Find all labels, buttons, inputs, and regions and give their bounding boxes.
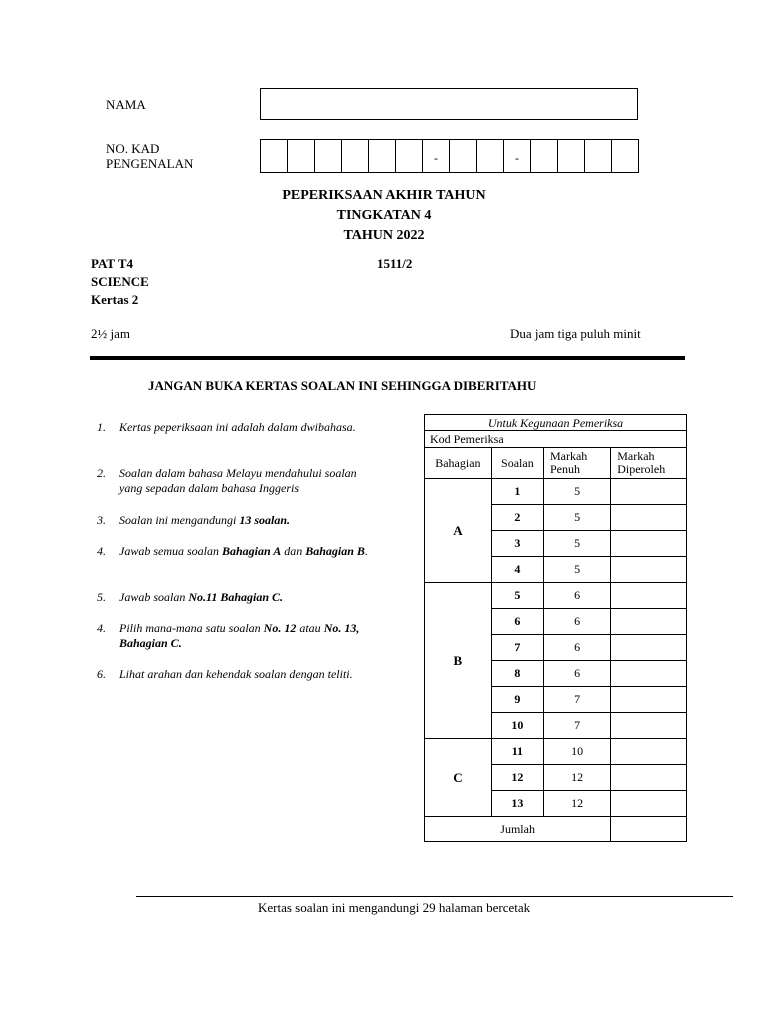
instruction-text: Pilih mana-mana satu soalan No. 12 atau No. 13, Bahagian C. [119, 621, 360, 650]
question-number: 12 [491, 765, 543, 791]
question-number: 4 [491, 557, 543, 583]
instruction-item [97, 544, 377, 559]
ic-digit-box[interactable] [315, 140, 342, 172]
question-number: 11 [491, 739, 543, 765]
instruction-number: 1. [97, 420, 106, 434]
obtained-mark-cell[interactable] [611, 531, 687, 557]
instruction-text: Soalan dalam bahasa Melayu mendahului soalan yang sepadan dalam bahasa Inggeris [119, 466, 357, 495]
obtained-mark-cell[interactable] [611, 687, 687, 713]
exam-code: PAT T4 [91, 256, 134, 271]
question-number: 8 [491, 661, 543, 687]
question-number: 13 [491, 791, 543, 817]
full-mark: 5 [543, 479, 610, 505]
exam-form: TINGKATAN 4 [336, 208, 432, 223]
full-mark: 12 [543, 765, 610, 791]
obtained-mark-cell[interactable] [611, 661, 687, 687]
ic-digit-box[interactable] [531, 140, 558, 172]
section-label: B [425, 583, 492, 739]
duration: 2½ jam [91, 326, 130, 341]
instruction-number: 2. [97, 466, 106, 480]
ic-digit-box[interactable]: - [423, 140, 450, 172]
ic-digit-box[interactable]: - [504, 140, 531, 172]
obtained-mark-cell[interactable] [611, 479, 687, 505]
full-mark: 5 [543, 531, 610, 557]
full-mark: 7 [543, 687, 610, 713]
ic-digit-box[interactable] [477, 140, 504, 172]
table-row [425, 479, 687, 505]
instruction-number: 5. [97, 590, 106, 604]
examiner-table [424, 414, 687, 842]
ic-digit-box[interactable] [585, 140, 612, 172]
exam-year: TAHUN 2022 [343, 228, 425, 243]
page-count-footer: Kertas soalan ini mengandungi 29 halaman bercetak [258, 900, 531, 915]
question-number: 9 [491, 687, 543, 713]
ic-digit-box[interactable] [369, 140, 396, 172]
full-mark: 5 [543, 557, 610, 583]
table-caption: Untuk Kegunaan Pemeriksa [425, 415, 687, 431]
question-number: 6 [491, 609, 543, 635]
nama-input-box[interactable] [260, 88, 638, 120]
duration-words: Dua jam tiga puluh minit [510, 326, 641, 341]
section-label: A [425, 479, 492, 583]
warning-notice: JANGAN BUKA KERTAS SOALAN INI SEHINGGA DIBERITAHU [148, 378, 537, 393]
ic-label-line1: NO. KAD [106, 141, 160, 156]
instruction-text: Lihat arahan dan kehendak soalan dengan teliti. [119, 667, 353, 681]
total-mark-cell[interactable] [611, 817, 687, 842]
paper-number: Kertas 2 [91, 292, 139, 307]
ic-label-line2: PENGENALAN [106, 156, 194, 171]
instruction-number: 4. [97, 621, 106, 635]
obtained-mark-cell[interactable] [611, 635, 687, 661]
ic-digit-box[interactable] [261, 140, 288, 172]
full-mark: 12 [543, 791, 610, 817]
total-row [425, 817, 687, 842]
obtained-mark-cell[interactable] [611, 557, 687, 583]
ic-digit-box[interactable] [612, 140, 638, 172]
obtained-mark-cell[interactable] [611, 609, 687, 635]
full-mark: 6 [543, 583, 610, 609]
full-mark: 5 [543, 505, 610, 531]
instruction-item [97, 667, 377, 682]
instruction-item [97, 466, 377, 496]
nama-label: NAMA [106, 97, 146, 112]
column-header: Soalan [491, 448, 543, 479]
obtained-mark-cell[interactable] [611, 739, 687, 765]
obtained-mark-cell[interactable] [611, 765, 687, 791]
ic-digit-box[interactable] [288, 140, 315, 172]
full-mark: 10 [543, 739, 610, 765]
obtained-mark-cell[interactable] [611, 713, 687, 739]
instruction-text: Soalan ini mengandungi 13 soalan. [119, 513, 291, 527]
instruction-text: Kertas peperiksaan ini adalah dalam dwibahasa. [119, 420, 356, 434]
instruction-number: 6. [97, 667, 106, 681]
ic-number-boxes[interactable] [260, 139, 639, 173]
full-mark: 7 [543, 713, 610, 739]
full-mark: 6 [543, 661, 610, 687]
instruction-item [97, 590, 377, 605]
column-header: Markah Penuh [543, 448, 610, 479]
obtained-mark-cell[interactable] [611, 505, 687, 531]
question-number: 5 [491, 583, 543, 609]
instruction-number: 4. [97, 544, 106, 558]
table-row [425, 583, 687, 609]
instruction-text: Jawab semua soalan Bahagian A dan Bahagian B. [119, 544, 368, 558]
exam-title: PEPERIKSAAN AKHIR TAHUN [282, 188, 486, 203]
full-mark: 6 [543, 635, 610, 661]
column-header: Bahagian [425, 448, 492, 479]
ic-digit-box[interactable] [396, 140, 423, 172]
question-number: 1 [491, 479, 543, 505]
column-header: Markah Diperoleh [611, 448, 687, 479]
section-label: C [425, 739, 492, 817]
instruction-item [97, 420, 377, 435]
total-label: Jumlah [425, 817, 611, 842]
obtained-mark-cell[interactable] [611, 791, 687, 817]
examiner-code-label: Kod Pemeriksa [425, 431, 687, 448]
instruction-item [97, 513, 377, 528]
question-number: 2 [491, 505, 543, 531]
instruction-number: 3. [97, 513, 106, 527]
full-mark: 6 [543, 609, 610, 635]
question-number: 10 [491, 713, 543, 739]
ic-digit-box[interactable] [558, 140, 585, 172]
obtained-mark-cell[interactable] [611, 583, 687, 609]
table-row [425, 739, 687, 765]
divider-rule [90, 356, 685, 360]
instruction-item [97, 621, 377, 651]
ic-digit-box[interactable] [450, 140, 477, 172]
footer-rule [136, 896, 733, 897]
paper-code: 1511/2 [377, 256, 413, 271]
ic-digit-box[interactable] [342, 140, 369, 172]
question-number: 3 [491, 531, 543, 557]
instruction-text: Jawab soalan No.11 Bahagian C. [119, 590, 284, 604]
subject-name: SCIENCE [91, 274, 149, 289]
question-number: 7 [491, 635, 543, 661]
